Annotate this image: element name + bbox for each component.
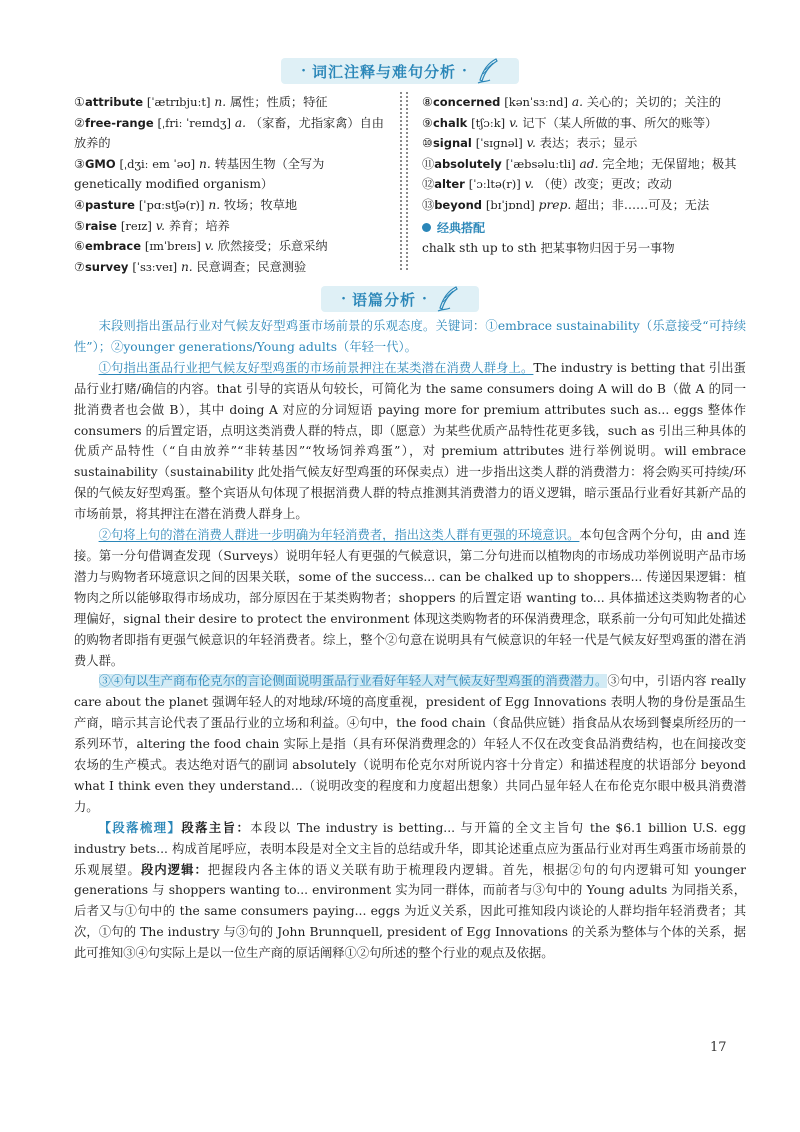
paragraph-lead: ②句将上句的潜在消费人群进一步明确为年轻消费者，指出这类人群有更强的环境意识。 (98, 528, 580, 543)
vocab-entry: ③GMO [ˌdʒiː em ˈəʊ] n. 转基因生物（全写为 genetically modified organism） (74, 156, 325, 192)
vocab-entry: ②free-range [ˌfriː ˈreɪndʒ] a. （家畜，尤指家禽）自由放养的 (74, 115, 384, 151)
vocab-entry: ⑧concerned [kənˈsɜːnd] a. 关心的；关切的；关注的 (422, 95, 721, 109)
vocab-column-right (422, 92, 752, 259)
page-number: 17 (710, 1040, 727, 1055)
analysis-paragraph-summary: 【段落梳理】段落主旨：本段以 The industry is betting... 与开篇的全文主旨句 the $6.1 billion U.S. egg industry bets... 构成首尾呼应，表明本段是对全文主旨的总结或升华，即其论述重点应为蛋品行业对再生鸡蛋市场前景的乐观展望。段内逻辑：把握段内各主体的语义关联有助于梳理段内逻辑。首先，根据②句的句内逻辑可知 younger generations 与 shoppers wanting to... environment 实为同一群体，而前者与③句中的 Young adults 为同指关系，后者又与①句中的 the same consumers paying... eggs 为近义关系，因此可推知段内谈论的人群均指年轻消费者；其次，①句的 The industry 与③句的 John Brunnquell, president of Egg Innovations 的关系为整体与个体的关系，据此可推知③④句实际上是以一位生产商的原话阐释①②句所述的整个行业的观点及依据。 (74, 819, 746, 961)
quill-pen-icon (477, 58, 499, 84)
vocab-entry: ⑥embrace [ɪmˈbreɪs] v. 欣然接受；乐意采纳 (74, 239, 328, 254)
section-tag: 【段落梳理】 (98, 819, 182, 835)
section-title-vocab: 词汇注释与难句分析 (311, 62, 456, 81)
paragraph-lead: ③④句以生产商布伦克尔的言论侧面说明蛋品行业看好年轻人对气候友好型鸡蛋的消费潜力。 (98, 674, 608, 689)
column-divider (400, 92, 408, 270)
paragraph-lead: ①句指出蛋品行业把气候友好型鸡蛋的市场前景押注在某类潜在消费人群身上。 (98, 360, 534, 375)
section-title-analysis: 语篇分析 (351, 290, 416, 309)
section-banner-vocab (0, 54, 800, 88)
vocab-column-left (74, 92, 392, 277)
vocab-entry: ⑤raise [reɪz] v. 养育；培养 (74, 218, 230, 233)
bullet-dot-icon (422, 223, 431, 232)
vocab-entry: ⑩signal [ˈsɪɡnəl] v. 表达；表示；显示 (422, 136, 638, 151)
vocab-entry: ④pasture [ˈpɑːstʃə(r)] n. 牧场；牧草地 (74, 197, 298, 212)
vocab-entry: ①attribute [ˈætrɪbjuːt] n. 属性；性质；特征 (74, 95, 328, 109)
quill-pen-icon (437, 286, 459, 312)
analysis-paragraph-intro: 末段则指出蛋品行业对气候友好型鸡蛋市场前景的乐观态度。关键词：①embrace sustainability（乐意接受“可持续性”）；②younger generations/Young adults（年轻一代）。 (74, 319, 746, 354)
banner-dot: · (301, 63, 306, 79)
banner-box (321, 286, 479, 312)
section-banner-analysis (0, 282, 800, 316)
vocab-entry: ⑦survey [ˈsɜːveɪ] n. 民意调查；民意测验 (74, 259, 307, 274)
collocation-heading: 经典搭配 (422, 218, 752, 239)
collocation-text: chalk sth up to sth 把某事物归因于另一事物 (422, 241, 675, 256)
analysis-paragraph-2: ②句将上句的潜在消费人群进一步明确为年轻消费者，指出这类人群有更强的环境意识。本句包含两个分句，由 and 连接。第一分句借调查发现（Surveys）说明年轻人有更强的气候意识，第二分句进而以植物肉的市场成功举例说明产品市场潜力与购物者环境意识之间的因果关联，some of the success... can be chalked up to shoppers... 传递因果逻辑：植物肉之所以能够取得市场成功，部分原因在于某类购物者；shoppers 的后置定语 wanting to... 具体描述这类购物者的心理偏好，signal their desire to protect the environment 体现这类购物者的环保消费理念，联系前一分句可知此处描述的购物者即指有更强气候意识的年轻消费者。综上，整个②句意在说明具有气候意识的年轻一代是气候友好型鸡蛋的潜在消费人群。 (74, 528, 746, 668)
vocab-entry: ⑫alter [ˈɔːltə(r)] v. （使）改变；更改；改动 (422, 177, 672, 192)
discourse-analysis (74, 316, 746, 964)
vocab-entry: ⑬beyond [bɪˈjɒnd] prep. 超出；非……可及；无法 (422, 197, 710, 212)
banner-dot: · (462, 63, 467, 79)
banner-dot: · (341, 291, 346, 307)
vocab-entry: ⑨chalk [tʃɔːk] v. 记下（某人所做的事、所欠的账等） (422, 115, 718, 130)
vocabulary-notes (74, 92, 746, 274)
analysis-paragraph-3: ③④句以生产商布伦克尔的言论侧面说明蛋品行业看好年轻人对气候友好型鸡蛋的消费潜力。③句中，引语内容 really care about the planet 强调年轻人的对地球/环境的高度重视，president of Egg Innovations 表明人物的身份是蛋品生产商，暗示其言论代表了蛋品行业的立场和利益。④句中，the food chain（食品供应链）指食品从农场到餐桌所经历的一系列环节，altering the food chain 实际上是指（具有环保消费理念的）年轻人不仅在改变食品消费结构，也在间接改变农场的生产模式。表达绝对语气的副词 absolutely（说明布伦克尔对所说内容十分肯定）和描述程度的状语部分 beyond what I think even they understand...（说明改变的程度和力度超出想象）共同凸显年轻人在布伦克尔眼中极具消费潜力。 (74, 674, 746, 814)
vocab-entry: ⑪absolutely [ˈæbsəluːtli] ad. 完全地；无保留地；极其 (422, 156, 737, 171)
analysis-paragraph-1: ①句指出蛋品行业把气候友好型鸡蛋的市场前景押注在某类潜在消费人群身上。The industry is betting that 引出蛋品行业打赌/确信的内容。that 引导的宾语从句较长，可简化为 the same consumers doing A will do B（做 A 的同一批消费者也会做 B），其中 doing A 对应的分词短语 paying more for premium attributes such as... eggs 整体作 consumers 的后置定语，点明这类消费人群的特点，即（愿意）为某些优质产品特性花更多钱，such as 引出三种具体的优质产品特性（“自由放养”“非转基因”“牧场饲养鸡蛋”），对 premium attributes 进行举例说明。will embrace sustainability（sustainability 此处指气候友好型鸡蛋的环保卖点）进一步指出这类人群的消费潜力：将会购买可持续/环保的气候友好型鸡蛋。整个宾语从句体现了根据消费人群的特点推测其消费潜力的语义逻辑，暗示蛋品行业看好其新产品的市场前景，将其押注在潜在消费人群身上。 (74, 360, 746, 522)
banner-box (281, 58, 519, 84)
banner-dot: · (422, 291, 427, 307)
